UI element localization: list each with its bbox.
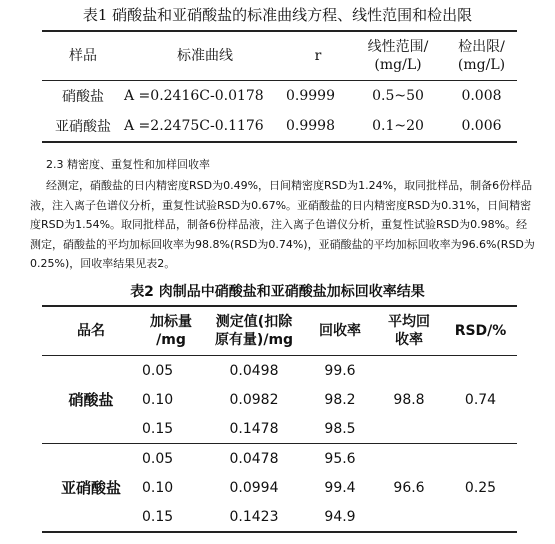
- table1-header-curve: 标准曲线: [177, 48, 233, 64]
- table2-cell-recovery: 95.6: [324, 450, 356, 467]
- table2-header-name: 品名: [77, 323, 105, 339]
- table1-cell-lod: 0.006: [461, 118, 502, 134]
- table2-cell-recovery: 98.5: [324, 420, 356, 437]
- table2-cell-measured: 0.1423: [229, 508, 279, 525]
- table2-cell-added: 0.15: [142, 508, 174, 525]
- table1-title: 表1 硝酸盐和亚硝酸盐的标准曲线方程、线性范围和检出限: [82, 6, 473, 24]
- table1-header-lod: [446, 31, 517, 81]
- table2-header-row: [42, 306, 517, 356]
- table2-cell-recovery: 94.9: [324, 508, 356, 525]
- table2-header-rsd: RSD/%: [454, 323, 507, 339]
- table1-header-range-label: 线性范围/: [367, 39, 429, 55]
- table2-cell-added: 0.10: [142, 479, 174, 496]
- table1-cell-lod: 0.008: [461, 88, 502, 104]
- table1-header-sample: 样品: [69, 48, 97, 64]
- table2-header-measured-unit: 原有量)/mg: [214, 332, 294, 348]
- table2-cell-recovery: 99.4: [324, 479, 356, 496]
- section-heading: 2.3 精密度、重复性和加样回收率: [46, 158, 210, 171]
- table2-cell-measured: 0.0478: [229, 450, 279, 467]
- table2-cell-rsd: 0.74: [464, 391, 497, 408]
- table2-header-measured: [202, 306, 306, 356]
- table2-cell-measured: 0.1478: [229, 420, 279, 437]
- table1-cell-range: 0.5~50: [372, 88, 424, 104]
- table2-cell-measured: 0.0994: [229, 479, 279, 496]
- table2-title: 表2 肉制品中硝酸盐和亚硝酸盐加标回收率结果: [130, 284, 425, 300]
- table2-header-recovery: 回收率: [319, 323, 361, 339]
- table2-header-added: [140, 306, 202, 356]
- table2-cell-avg: 98.8: [393, 391, 425, 408]
- table1-header-range: [350, 31, 446, 81]
- table-row: [42, 81, 517, 112]
- table1-header-r: r: [314, 48, 322, 64]
- table1-cell-sample: 硝酸盐: [62, 89, 104, 105]
- table2-cell-added: 0.15: [142, 420, 174, 437]
- table-row: [42, 444, 517, 474]
- table2-cell-recovery: 99.6: [324, 362, 356, 379]
- table-row: [42, 356, 517, 386]
- table1-cell-r: 0.9998: [286, 118, 335, 134]
- section-paragraph: 经测定，硝酸盐的日内精密度RSD为0.49%，日间精密度RSD为1.24%，取同批样品，制备6份样品液，注入离子色谱仪分析，重复性试验RSD为0.67%。亚硝酸盐的日内精密度RSD为0.31%，日间精密度RSD为1.54%。取同批样品，制备6份样品液，注入离子色谱仪分析，重复性试验RSD为0.98%。经测定，硝酸盐的平均加标回收率为98.8%(RSD为0.74%)，亚硝酸盐的平均加标回收率为96.6%(RSD为0.25%)，回收率结果见表2。: [30, 179, 535, 270]
- table1-header-row: [42, 31, 517, 81]
- table1-cell-curve: A =2.2475C-0.1176: [124, 118, 264, 134]
- table2-header-avg: [374, 306, 444, 356]
- table1-header-lod-label: 检出限/: [458, 39, 505, 55]
- table1-cell-r: 0.9999: [286, 88, 335, 104]
- table2: [42, 305, 517, 533]
- table2-cell-added: 0.10: [142, 391, 174, 408]
- table1-header-range-unit: (mg/L): [374, 57, 422, 73]
- table1-cell-curve: A =0.2416C-0.0178: [124, 88, 264, 104]
- table2-header-avg-label: 平均回: [388, 314, 430, 330]
- table2-cell-added: 0.05: [142, 450, 174, 467]
- table1-header-lod-unit: (mg/L): [457, 57, 506, 73]
- table2-header-avg-label2: 收率: [395, 332, 423, 348]
- table2-header-added-unit: /mg: [156, 332, 186, 348]
- table1-cell-sample: 亚硝酸盐: [55, 119, 111, 135]
- table2-cell-name: 亚硝酸盐: [60, 479, 121, 497]
- table2-cell-name: 硝酸盐: [68, 391, 114, 409]
- table2-header-measured-label: 测定值(扣除: [215, 314, 293, 330]
- table2-cell-recovery: 98.2: [324, 391, 356, 408]
- table2-header-added-label: 加标量: [150, 314, 192, 330]
- table2-cell-measured: 0.0982: [229, 391, 279, 408]
- table1: [42, 30, 517, 143]
- table2-cell-rsd: 0.25: [464, 479, 497, 496]
- table2-cell-added: 0.05: [142, 362, 174, 379]
- table2-cell-avg: 96.6: [393, 479, 425, 496]
- table2-cell-measured: 0.0498: [229, 362, 279, 379]
- table-row: [42, 111, 517, 142]
- table1-cell-range: 0.1~20: [372, 118, 424, 134]
